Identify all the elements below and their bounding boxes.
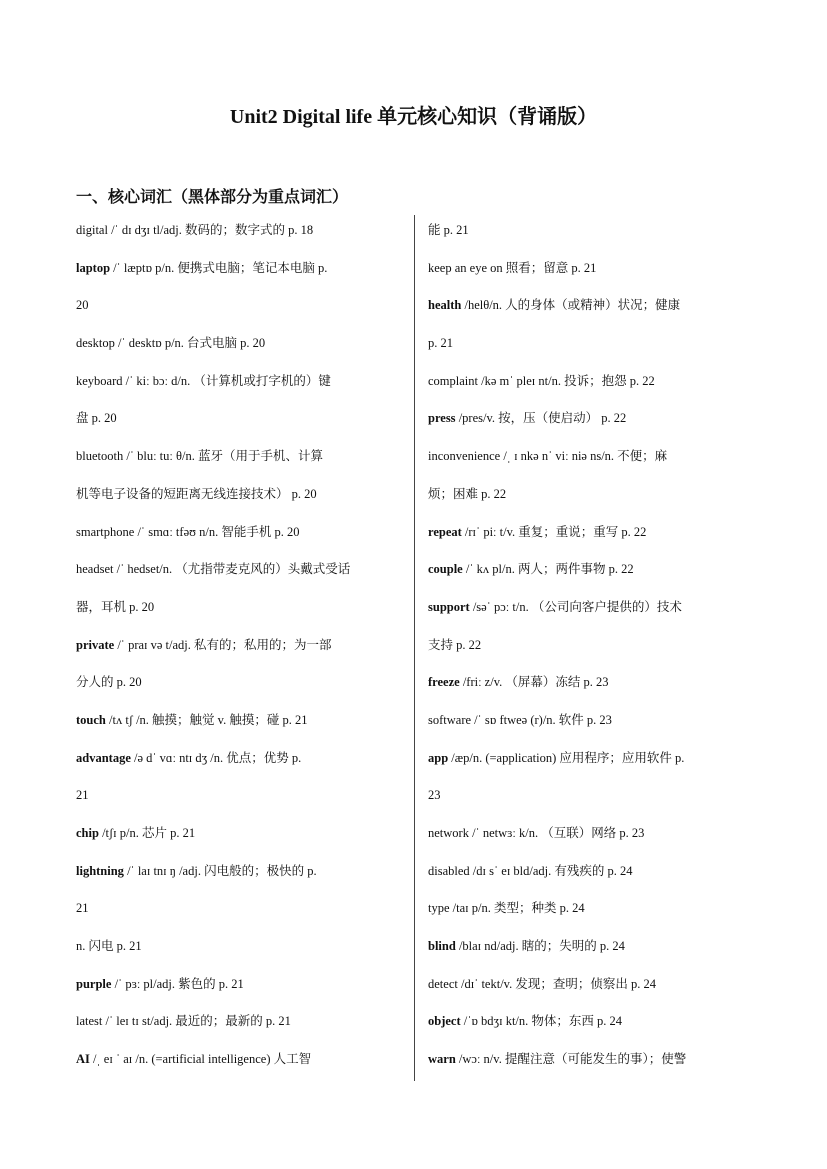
vocab-line — [428, 514, 756, 552]
vocab-definition: 支持 p. 22 — [428, 637, 482, 652]
vocab-word: headset — [76, 562, 114, 577]
vocab-definition: 23 — [428, 788, 441, 803]
vocab-line — [76, 212, 404, 250]
vocab-word: warn — [428, 1052, 456, 1067]
vocab-definition: /ˈ pɜː pl/adj. 紫色的 p. 21 — [111, 976, 244, 991]
vocab-line — [428, 853, 756, 891]
vocab-word: keyboard — [76, 373, 123, 388]
vocab-definition: /ˈ læptɒ p/n. 便携式电脑；笔记本电脑 p. — [110, 260, 328, 275]
vocab-line — [76, 664, 404, 702]
vocab-word: object — [428, 1014, 461, 1029]
vocab-definition: /ˌ ɪ nkə nˈ viː niə ns/n. 不便；麻 — [500, 449, 668, 464]
vocab-definition: /ˈ desktɒ p/n. 台式电脑 p. 20 — [114, 336, 266, 351]
vocab-line — [76, 438, 404, 476]
vocab-line — [428, 1041, 756, 1079]
vocab-line — [428, 287, 756, 325]
vocab-word: touch — [76, 712, 106, 727]
vocab-word: repeat — [428, 524, 462, 539]
vocab-line — [428, 589, 756, 627]
vocab-definition: /tʃɪ p/n. 芯片 p. 21 — [98, 826, 196, 840]
vocab-word: freeze — [428, 675, 460, 690]
vocab-line — [428, 476, 756, 514]
vocab-word: laptop — [76, 260, 111, 275]
vocab-word: inconvenience — [428, 449, 501, 464]
vocab-word: purple — [76, 976, 112, 991]
vocab-definition: /tʌ tʃ /n. 触摸；触觉 v. 触摸；碰 p. 21 — [105, 712, 308, 727]
vocab-definition: /ˈ praɪ və t/adj. 私有的；私用的；为一部 — [114, 637, 332, 652]
vocab-definition: 照看；留意 p. 21 — [502, 260, 597, 275]
vocab-line — [428, 212, 756, 250]
vocab-word: health — [428, 298, 462, 313]
vocab-definition: 21 — [76, 788, 89, 803]
vocab-definition: n. 闪电 p. 21 — [76, 939, 142, 954]
vocab-definition: /dɪˈ tekt/v. 发现；查明；侦察出 p. 24 — [457, 976, 656, 991]
vocab-line — [76, 325, 404, 363]
vocab-word: private — [76, 637, 115, 652]
vocab-word: network — [428, 826, 469, 840]
vocab-definition: /taɪ p/n. 类型；种类 p. 24 — [449, 901, 585, 916]
vocab-definition: 21 — [76, 901, 89, 916]
vocab-definition: /friː z/v. （屏幕）冻结 p. 23 — [459, 675, 609, 690]
vocab-definition: /ˈ sɒ ftweə (r)/n. 软件 p. 23 — [471, 712, 612, 727]
vocab-line — [428, 815, 756, 853]
vocab-line — [76, 476, 404, 514]
vocab-word: chip — [76, 826, 99, 840]
vocab-definition: /ˌ eɪ ˈ aɪ /n. (=artificial intelligence) 人工智 — [89, 1052, 312, 1067]
vocab-line — [76, 740, 404, 778]
vocab-word: latest — [76, 1014, 103, 1029]
vocab-definition: /ˈ netwɜː k/n. （互联）网络 p. 23 — [468, 826, 645, 840]
vocab-definition: /ˈ leɪ tɪ st/adj. 最近的；最新的 p. 21 — [102, 1014, 291, 1029]
vocab-line — [428, 664, 756, 702]
vocab-word: AI — [76, 1052, 90, 1067]
vocab-word: blind — [428, 939, 456, 954]
vocab-definition: /ˈ bluː tuː θ/n. 蓝牙（用于手机、计算 — [123, 449, 323, 464]
right-column — [428, 212, 756, 1079]
vocab-word: support — [428, 599, 470, 614]
vocab-line — [76, 627, 404, 665]
vocab-definition: /helθ/n. 人的身体（或精神）状况；健康 — [461, 298, 681, 313]
vocab-word: advantage — [76, 750, 131, 765]
vocab-definition: /ˈ hedset/n. （尤指带麦克风的）头戴式受话 — [113, 562, 351, 577]
vocab-line — [76, 589, 404, 627]
vocab-line — [76, 928, 404, 966]
page-title: Unit2 Digital life 单元核心知识（背诵版） — [229, 106, 598, 128]
vocab-definition: /ˈ kʌ pl/n. 两人；两件事物 p. 22 — [462, 562, 634, 577]
vocab-line — [428, 627, 756, 665]
vocab-line — [76, 853, 404, 891]
vocab-line — [76, 890, 404, 928]
vocab-line — [428, 928, 756, 966]
vocab-word: bluetooth — [76, 449, 124, 464]
vocab-definition: 20 — [76, 298, 89, 313]
vocab-line — [76, 400, 404, 438]
vocab-line — [76, 815, 404, 853]
vocab-word: lightning — [76, 863, 124, 878]
vocab-line — [428, 325, 756, 363]
vocab-line — [76, 702, 404, 740]
vocab-definition: p. 21 — [428, 336, 453, 351]
vocab-word: complaint — [428, 373, 478, 388]
vocab-line — [428, 250, 756, 288]
vocab-line — [428, 966, 756, 1004]
vocab-definition: /rɪˈ piː t/v. 重复；重说；重写 p. 22 — [461, 524, 647, 539]
vocab-line — [428, 438, 756, 476]
vocab-word: keep an eye on — [428, 260, 503, 275]
vocab-line — [428, 702, 756, 740]
vocab-line — [76, 250, 404, 288]
vocab-line — [76, 1003, 404, 1041]
vocab-word: type — [428, 901, 450, 916]
vocab-definition: 盘 p. 20 — [76, 411, 117, 426]
vocab-word: desktop — [76, 336, 115, 351]
vocab-definition: /kə mˈ pleɪ nt/n. 投诉；抱怨 p. 22 — [478, 373, 655, 388]
vocab-line — [76, 287, 404, 325]
vocab-definition: /səˈ pɔː t/n. （公司向客户提供的）技术 — [469, 599, 682, 614]
vocab-word: disabled — [428, 863, 470, 878]
vocab-word: software — [428, 712, 472, 727]
vocab-definition: /ˈ dɪ dʒɪ tl/adj. 数码的；数字式的 p. 18 — [107, 223, 314, 237]
vocab-line — [76, 551, 404, 589]
vocab-word: digital — [76, 223, 108, 237]
vocab-definition: 机等电子设备的短距离无线连接技术） p. 20 — [76, 486, 317, 501]
vocab-line — [76, 514, 404, 552]
vocab-definition: /æp/n. (=application) 应用程序；应用软件 p. — [448, 750, 685, 765]
vocab-definition: /wɔː n/v. 提醒注意（可能发生的事）；使警 — [455, 1052, 687, 1067]
vocab-line — [428, 551, 756, 589]
vocab-definition: /ˈ smɑː tfəʊ n/n. 智能手机 p. 20 — [134, 524, 300, 539]
vocab-definition: 能 p. 21 — [428, 223, 469, 237]
vocab-line — [76, 363, 404, 401]
vocab-definition: /dɪ sˈ eɪ bld/adj. 有残疾的 p. 24 — [469, 863, 633, 878]
vocab-line — [76, 966, 404, 1004]
left-column — [76, 212, 404, 1079]
vocab-line — [428, 363, 756, 401]
vocab-definition: 分人的 p. 20 — [76, 675, 142, 690]
vocab-definition: 烦；困难 p. 22 — [428, 486, 507, 501]
vocab-line — [76, 1041, 404, 1079]
vocab-line — [76, 777, 404, 815]
vocab-line — [428, 890, 756, 928]
column-divider — [414, 215, 415, 1081]
vocab-word: smartphone — [76, 524, 135, 539]
vocab-definition: /ə dˈ vɑː ntɪ dʒ /n. 优点；优势 p. — [130, 750, 302, 765]
vocab-definition: /ˈ kiː bɔː d/n. （计算机或打字机的）键 — [122, 373, 331, 388]
vocab-definition: /ˈ laɪ tnɪ ŋ /adj. 闪电般的；极快的 p. — [123, 863, 317, 878]
vocab-line — [428, 740, 756, 778]
vocab-line — [428, 777, 756, 815]
section-heading: 一、核心词汇（黑体部分为重点词汇） — [76, 187, 349, 206]
vocab-line — [428, 1003, 756, 1041]
vocab-word: detect — [428, 976, 458, 991]
vocab-definition: /blaɪ nd/adj. 瞎的；失明的 p. 24 — [455, 939, 625, 954]
vocab-line — [428, 400, 756, 438]
vocab-word: app — [428, 750, 449, 765]
vocab-definition: /ˈɒ bdʒɪ kt/n. 物体；东西 p. 24 — [460, 1014, 623, 1029]
vocab-definition: /pres/v. 按，压（使启动） p. 22 — [455, 411, 627, 426]
vocab-word: press — [428, 411, 456, 426]
vocab-definition: 器，耳机 p. 20 — [76, 599, 155, 614]
vocab-word: couple — [428, 562, 463, 577]
